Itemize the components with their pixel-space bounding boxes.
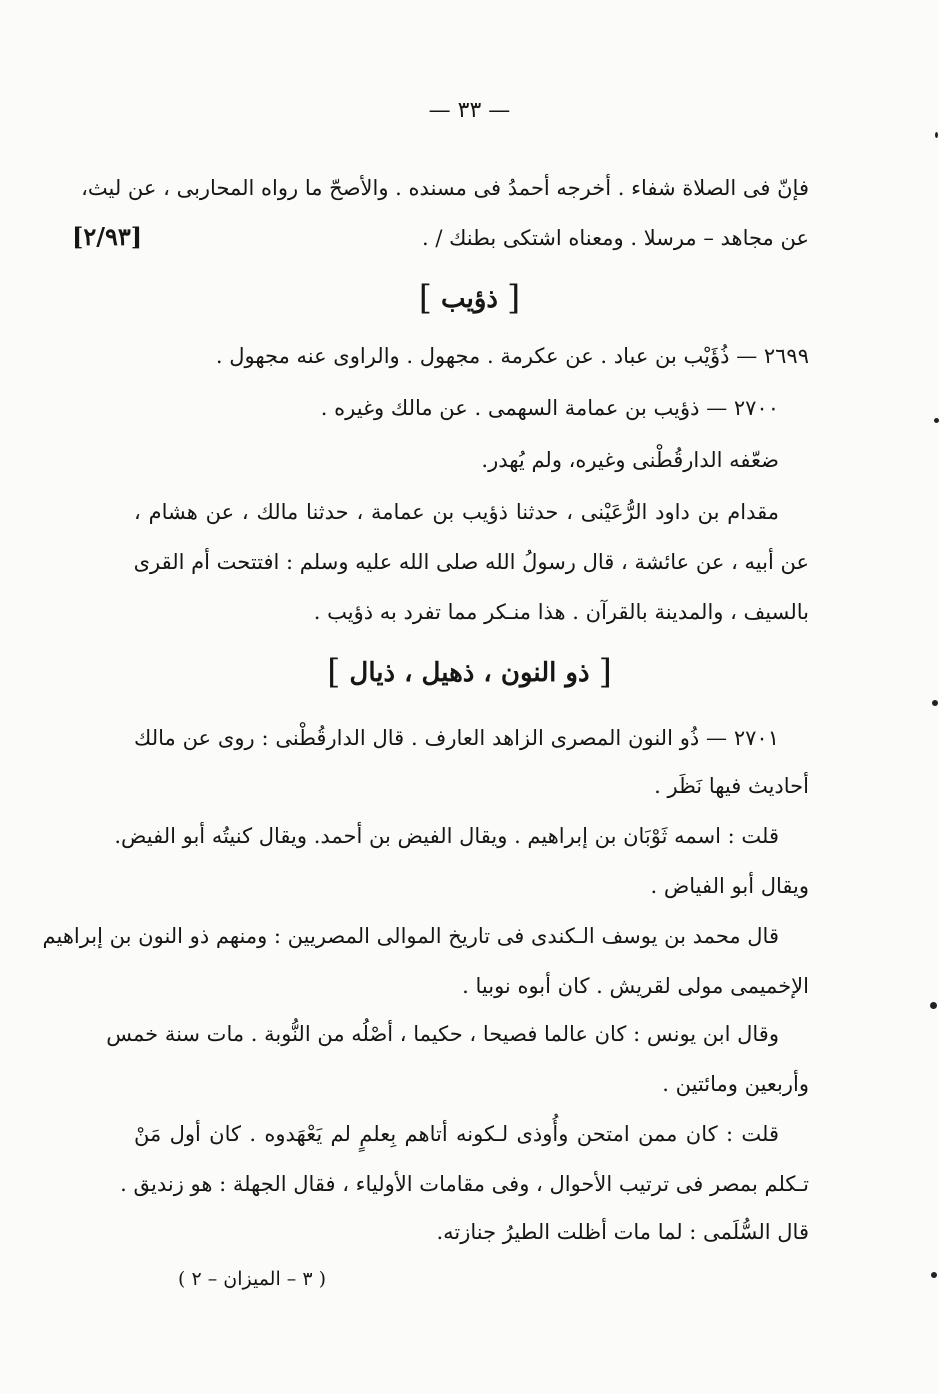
entry-2699: ٢٦٩٩ — ذُؤَيْب بن عباد . عن عكرمة . مجهول . والراوى عنه مجهول . — [215, 344, 809, 368]
entry-2700: ٢٧٠٠ — ذؤيب بن عمامة السهمى . عن مالك وغيره . — [320, 396, 779, 420]
text-line: أحاديث فيها نَظَر . — [654, 774, 809, 798]
scan-speck — [931, 1272, 937, 1278]
heading-bracket-open: [ — [598, 652, 612, 692]
heading-text: ذؤيب — [441, 284, 498, 314]
scan-speck — [934, 418, 939, 423]
text-line: الإخميمى مولى لقريش . كان أبوه نوبيا . — [462, 974, 809, 998]
margin-reference: [٢/٩٣] — [72, 222, 143, 251]
heading-bracket-close: ] — [327, 652, 341, 692]
page-number: — ٣٣ — — [428, 98, 511, 123]
text-line: قلت : كان ممن امتحن وأُوذى لـكونه أتاهم بِعلمٍ لم يَعْهَدوه . كان أول مَنْ — [134, 1122, 779, 1146]
section-heading-dhuayb — [0, 278, 939, 318]
signature-mark: ( ٣ – الميزان – ٢ ) — [178, 1268, 327, 1290]
text-line: ضعّفه الدارقُطْنى وغيره، ولم يُهدر. — [481, 448, 779, 472]
scan-speck — [932, 700, 938, 706]
heading-bracket-close: ] — [418, 278, 432, 318]
text-line: قال محمد بن يوسف الـكندى فى تاريخ الموالى المصريين : ومنهم ذو النون بن إبراهيم — [42, 924, 779, 948]
text-line: وأربعين ومائتين . — [662, 1072, 809, 1096]
scan-speck — [930, 1002, 937, 1009]
text-line: وقال ابن يونس : كان عالما فصيحا ، حكيما ، أصْلُه من النُّوبة . مات سنة خمس — [106, 1022, 779, 1046]
scan-speck — [935, 132, 938, 138]
text-line: مقدام بن داود الرُّعَيْنى ، حدثنا ذؤيب بن عمامة ، حدثنا مالك ، عن هشام ، — [134, 500, 779, 524]
text-line: عن أبيه ، عن عائشة ، قال رسولُ الله صلى الله عليه وسلم : افتتحت أم القرى — [133, 550, 809, 574]
text-line: فإنّ فى الصلاة شفاء . أخرجه أحمدُ فى مسنده . والأصحّ ما رواه المحاربى ، عن ليث، — [81, 176, 809, 200]
heading-text: ذو النون ، ذهيل ، ذيال — [349, 658, 590, 688]
text-line: قال السُّلَمى : لما مات أظلت الطيرُ جنازته. — [436, 1220, 809, 1244]
text-line: قلت : اسمه ثَوْبَان بن إبراهيم . ويقال الفيض بن أحمد. ويقال كنيتُه أبو الفيض. — [114, 824, 779, 848]
text-line: ويقال أبو الفياض . — [650, 874, 809, 898]
text-line: عن مجاهد – مرسلا . ومعناه اشتكى بطنك / . — [421, 226, 809, 250]
text-line: بالسيف ، والمدينة بالقرآن . هذا منـكر مما تفرد به ذؤيب . — [313, 600, 809, 624]
entry-2701: ٢٧٠١ — ذُو النون المصرى الزاهد العارف . قال الدارقُطْنى : روى عن مالك — [134, 726, 779, 750]
section-heading-dhu-al-nun — [0, 652, 939, 692]
text-line: تـكلم بمصر فى ترتيب الأحوال ، وفى مقامات الأولياء ، فقال الجهلة : هو زنديق . — [120, 1172, 809, 1196]
heading-bracket-open: [ — [507, 278, 521, 318]
